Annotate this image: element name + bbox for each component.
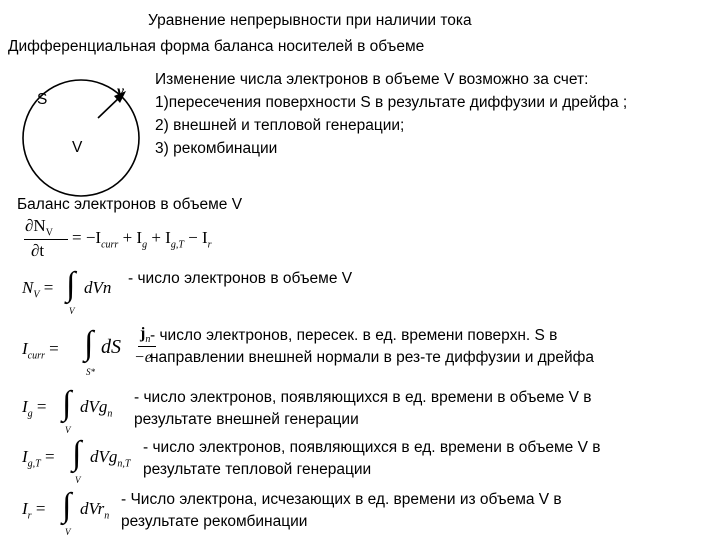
definition-formula: $I_{curr}$ = ∫ S* dS $j_n$ −e bbox=[22, 325, 152, 380]
definition-formula: $I_r$ = ∫ V dVr$_n$ bbox=[22, 487, 110, 537]
definition-formula: $I_g$ = ∫ V dVg$_n$ bbox=[22, 385, 113, 435]
intro-list bbox=[155, 68, 627, 160]
integral-sign: ∫ bbox=[84, 325, 94, 362]
eq-rhs: = $-I_{curr} + I_g + I_{g,T} - I_r$ bbox=[72, 228, 212, 251]
definition-formula: $I_{g,T}$ = ∫ V dVg$_{n,T}$ bbox=[22, 435, 131, 485]
integral-sign: ∫ bbox=[62, 385, 72, 422]
definition-formula: $N_V$ = ∫ V dVn bbox=[22, 266, 112, 316]
intro-line: Изменение числа электронов в объеме V возможно за счет: bbox=[155, 71, 589, 88]
page-title: Уравнение непрерывности при наличии тока bbox=[148, 12, 472, 29]
normal-label: ν bbox=[117, 83, 124, 100]
definition-text: - Число электрона, исчезающих в ед. времени из объема V в результате рекомбинации bbox=[121, 491, 562, 530]
integral-sign: ∫ bbox=[66, 266, 76, 303]
eq-fraction-bar bbox=[24, 239, 68, 240]
balance-equation bbox=[22, 216, 272, 266]
surface-label: S bbox=[37, 91, 48, 108]
definition-text: - число электронов, появляющихся в ед. времени в объеме V в результате тепловой генерации bbox=[143, 439, 601, 478]
balance-heading: Баланс электронов в объеме V bbox=[17, 196, 243, 213]
eq-lhs-numerator: $\partial N_V$ bbox=[25, 216, 53, 239]
intro-line: 3) рекомбинации bbox=[155, 140, 278, 157]
integral-sign: ∫ bbox=[62, 487, 72, 524]
intro-line: 1)пересечения поверхности S в результате диффузии и дрейфа ; bbox=[155, 94, 628, 111]
eq-lhs-denominator: ∂t bbox=[31, 241, 45, 260]
definition-text: - число электронов, пересек. в ед. времени поверхн. S в направлении внешней нормали в рез-те диффузии и дрейфа bbox=[150, 327, 594, 366]
intro-line: 2) внешней и тепловой генерации; bbox=[155, 117, 405, 134]
volume-label: V bbox=[72, 139, 83, 156]
definition-text: - число электронов, появляющихся в ед. времени в объеме V в результате внешней генерации bbox=[134, 389, 592, 428]
integral-sign: ∫ bbox=[72, 435, 82, 472]
definition-text: - число электронов в объеме V bbox=[128, 270, 353, 287]
page-subtitle: Дифференциальная форма баланса носителей в объеме bbox=[8, 38, 425, 55]
